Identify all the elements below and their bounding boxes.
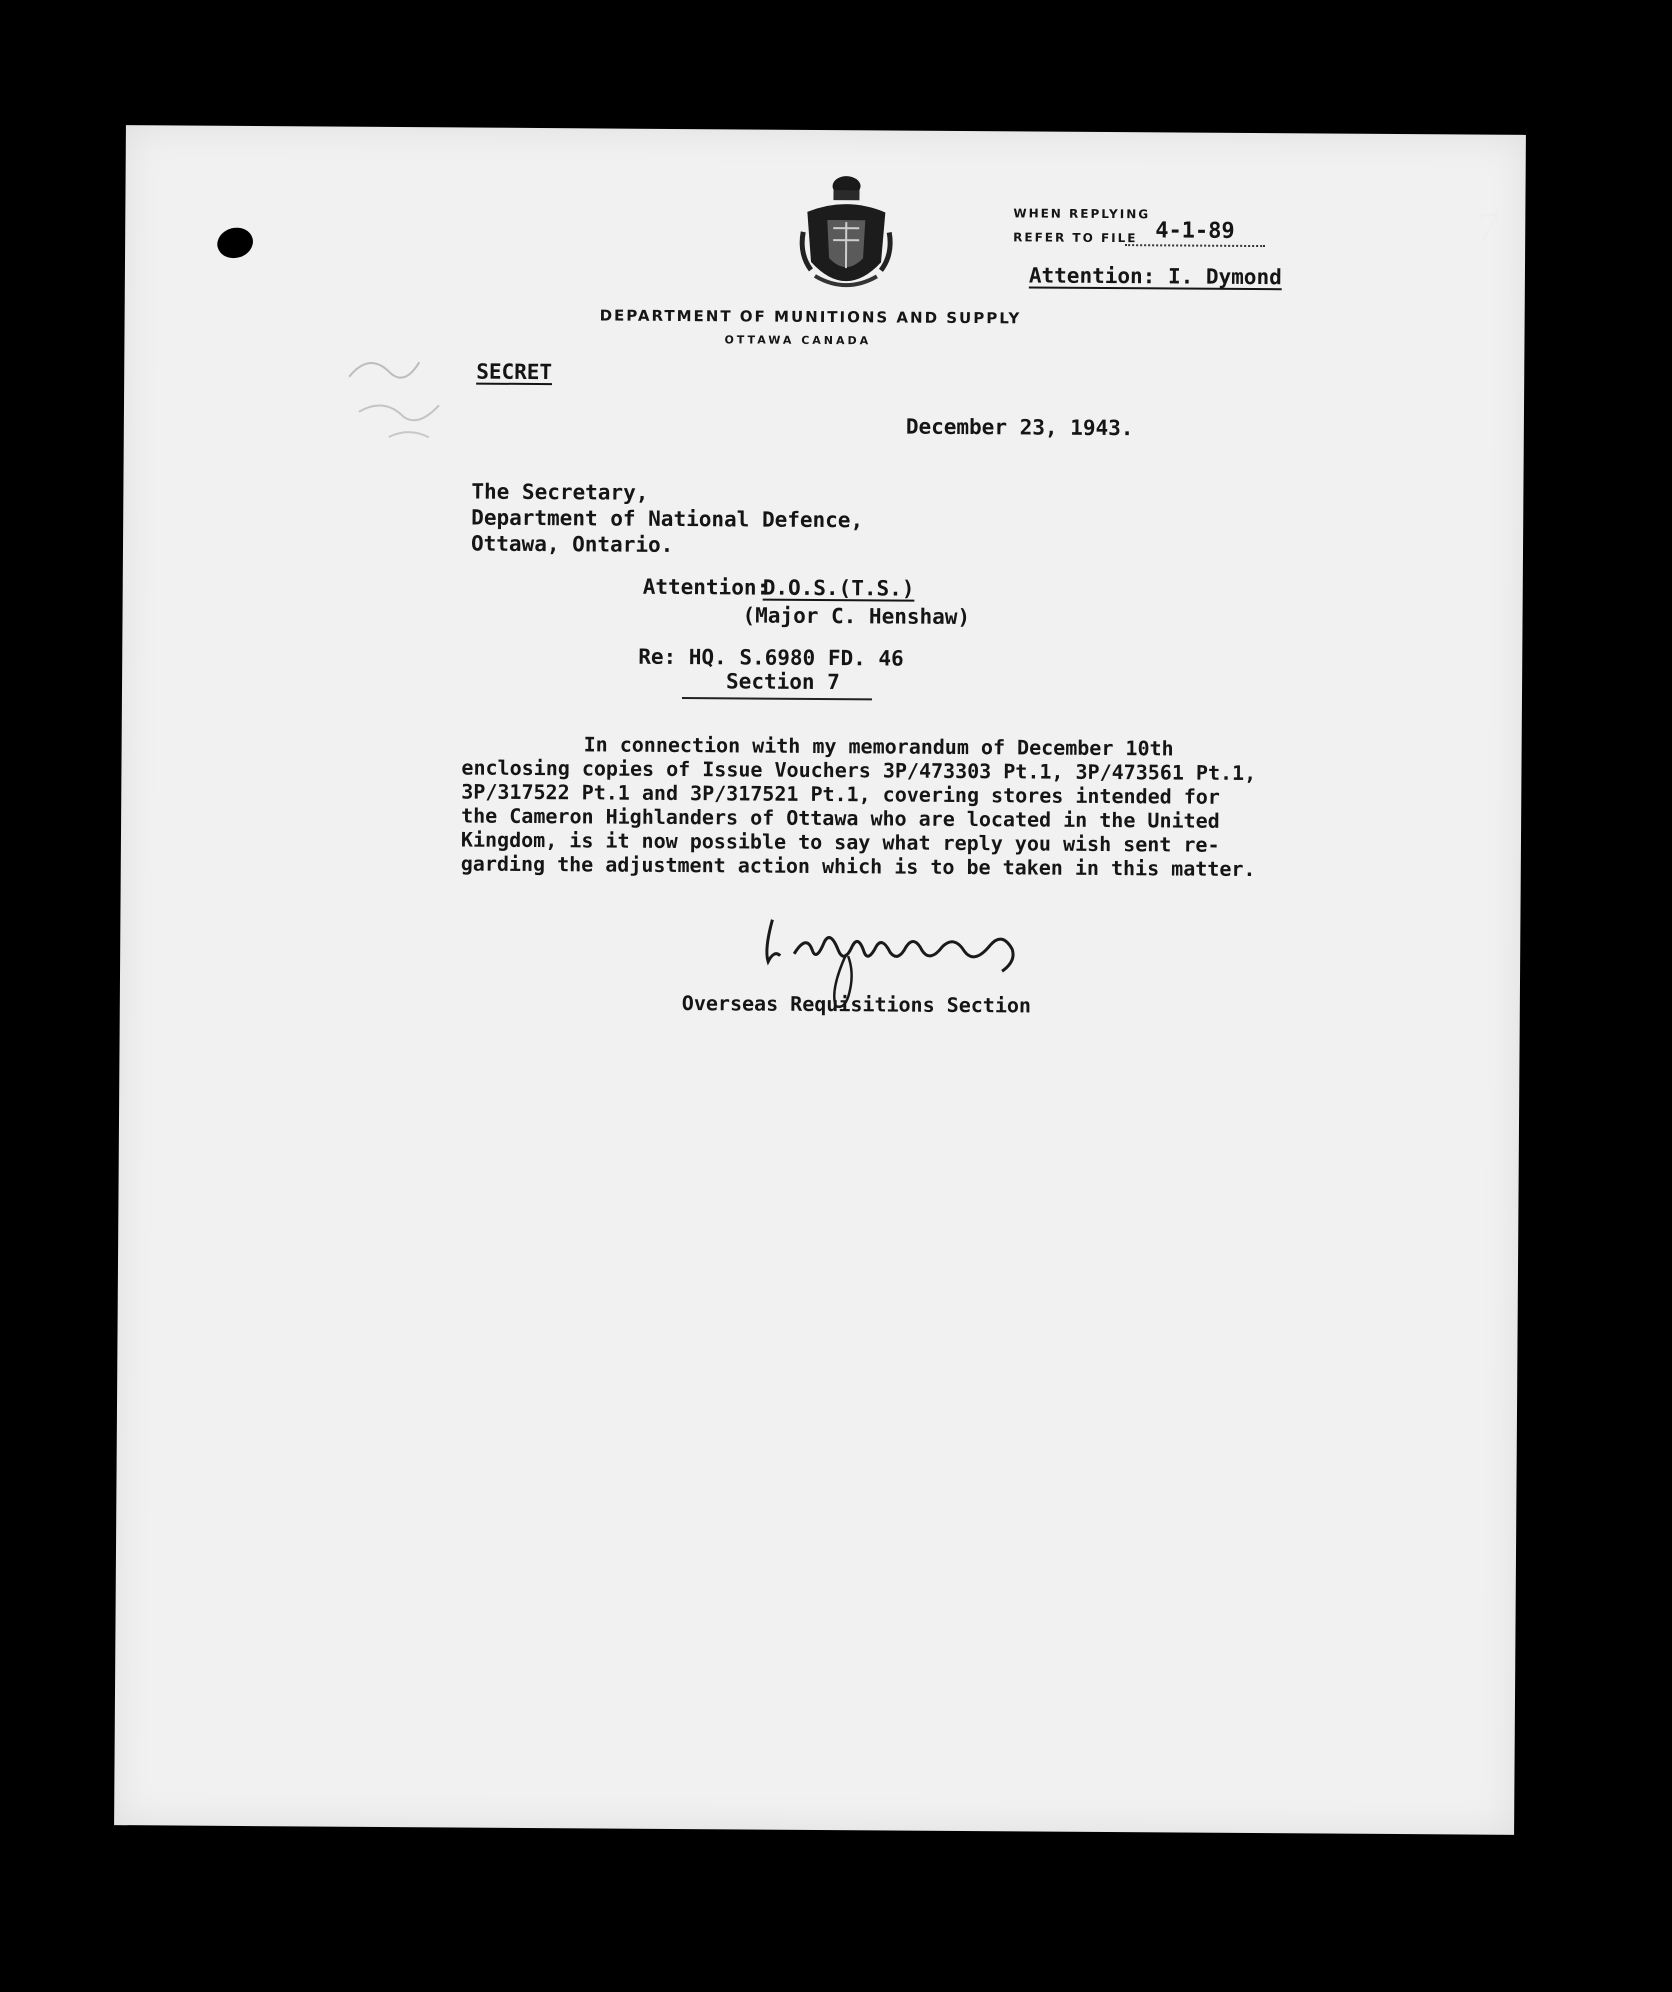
attention-label: Attention:: [642, 574, 770, 600]
reply-label-1: WHEN REPLYING: [1013, 206, 1151, 222]
attention-office: D.O.S.(T.S.): [762, 575, 915, 601]
body-line-2: enclosing copies of Issue Vouchers 3P/473303 Pt.1, 3P/473561 Pt.1,: [461, 755, 1257, 786]
file-number-line: [1125, 244, 1265, 247]
department-city: OTTAWA CANADA: [724, 333, 872, 348]
page-mark: 7: [1476, 208, 1499, 249]
recipient-line-3: Ottawa, Ontario.: [470, 531, 674, 557]
classification-stamp: SECRET: [476, 359, 553, 385]
letter-date: December 23, 1943.: [905, 414, 1134, 441]
body-line-1: In connection with my memorandum of December 10th: [583, 732, 1174, 761]
body-line-4: the Cameron Highlanders of Ottawa who are located in the United: [461, 803, 1220, 833]
attention-dymond: Attention: I. Dymond: [1028, 263, 1282, 290]
body-line-5: Kingdom, is it now possible to say what reply you wish sent re-: [460, 827, 1220, 857]
attention-person: (Major C. Henshaw): [742, 603, 971, 630]
reply-label-2: REFER TO FILE: [1013, 230, 1138, 246]
signature-block: Overseas Requisitions Section: [681, 991, 1032, 1018]
document-page: [114, 125, 1526, 1835]
recipient-line-1: The Secretary,: [471, 479, 649, 505]
body-line-3: 3P/317522 Pt.1 and 3P/317521 Pt.1, covering stores intended for: [461, 779, 1220, 809]
reference-line-1: Re: HQ. S.6980 FD. 46: [638, 644, 904, 671]
file-number: 4-1-89: [1155, 218, 1235, 244]
coat-of-arms-icon: [797, 172, 896, 303]
reference-underline: [682, 697, 872, 700]
reference-line-2: Section 7: [725, 669, 840, 695]
recipient-line-2: Department of National Defence,: [471, 505, 864, 533]
body-line-6: garding the adjustment action which is to be taken in this matter.: [460, 851, 1256, 882]
department-name: DEPARTMENT OF MUNITIONS AND SUPPLY: [599, 306, 1022, 328]
punch-hole: [214, 224, 256, 262]
pencil-marks: [339, 337, 470, 458]
